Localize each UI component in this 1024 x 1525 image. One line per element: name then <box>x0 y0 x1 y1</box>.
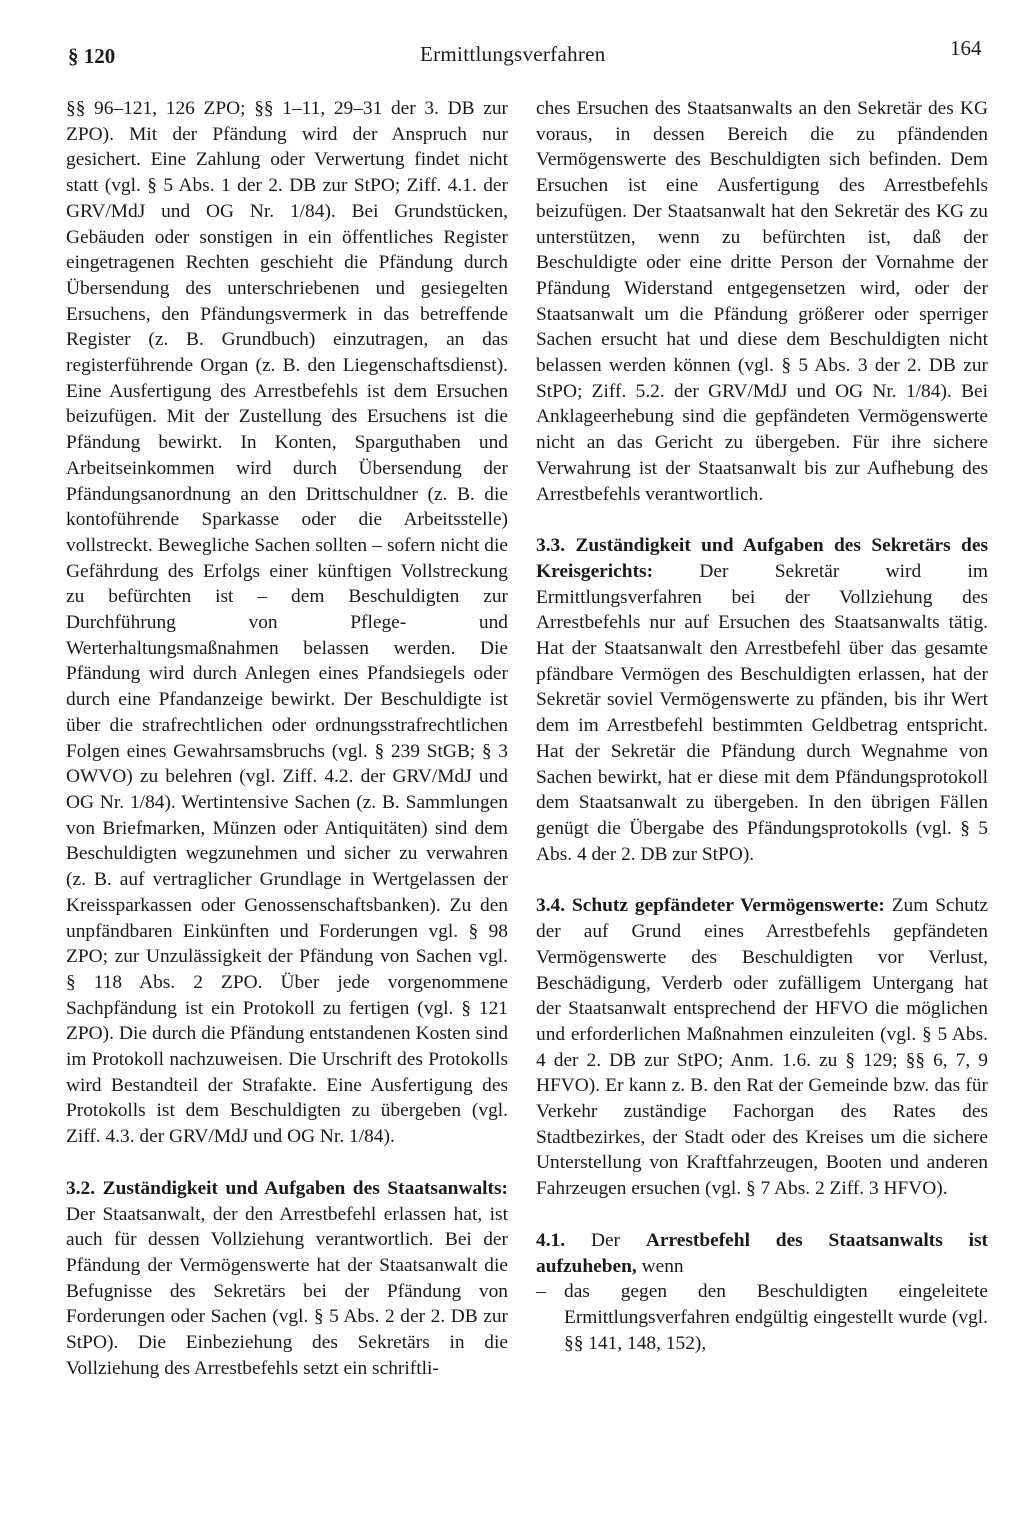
section-3-3 <box>536 533 988 867</box>
list-item <box>536 1279 988 1356</box>
right-column <box>536 96 988 1356</box>
section-4-1-word: Der <box>590 1229 621 1251</box>
running-title: Ermittlungsverfahren <box>420 42 606 66</box>
section-3-3-text: Der Sekretär wird im Ermittlungsverfahren bei der Vollziehung des Arrestbefehls nur auf Ersuchen des Staatsanwalts tätig. Hat der Staatsanwalt den Arrestbefehl über das gesamte pfändbare Vermögen des Beschuldigten erlassen, hat der Sekretär soviel Vermögenswerte zu pfänden, bis ihr Wert dem im Arrestbefehl bestimmten Geldbetrag entspricht. Hat der Sekretär die Pfändung durch Wegnahme von Sachen bewirkt, hat er diese mit dem Pfändungsprotokoll dem Staatsanwalt zu übergeben. In den übrigen Fällen genügt die Übergabe des Pfändungsprotokolls (vgl. § 5 Abs. 4 der 2. DB zur StPO). <box>536 560 988 865</box>
section-3-2-text: Der Staatsanwalt, der den Arrestbefehl erlassen hat, ist auch für dessen Vollziehung verantwortlich. Bei der Pfändung der Vermögenswerte hat der Staatsanwalt die Befugnisse des Sekretärs bei der Pfändung von Forderungen oder Sachen (vgl. § 5 Abs. 2 der 2. DB zur StPO). Die Einbeziehung des Sekretärs in die Vollziehung des Arrestbefehls setzt ein schriftli- <box>66 1203 508 1379</box>
page-number: 164 <box>950 36 982 60</box>
section-reference: § 120 <box>68 44 116 68</box>
section-3-2-heading: 3.2. Zuständigkeit und Aufgaben des Staatsanwalts: <box>66 1177 508 1199</box>
section-3-4-text: Zum Schutz der auf Grund eines Arrestbefehls gepfändeten Vermögenswerte des Beschuldigten vor Verlust, Beschädigung, Verderb oder zufälligem Untergang hat der Staatsanwalt entsprechend der HFVO die möglichen und erforderlichen Maßnahmen einzuleiten (vgl. § 5 Abs. 4 der 2. DB zur StPO; Anm. 1.6. zu § 129; §§ 6, 7, 9 HFVO). Er kann z. B. den Rat der Gemeinde bzw. das für Verkehr zuständige Fachorgan des Rates des Stadtbezirkes, der Stadt oder des Kreises um die sichere Unterstellung von Kraftfahrzeugen, Booten und anderen Fahrzeugen ersuchen (vgl. § 7 Abs. 2 Ziff. 3 HFVO). <box>536 895 988 1200</box>
dash-bullet: – <box>536 1281 546 1303</box>
section-4-1 <box>536 1228 988 1279</box>
list-item-text: das gegen den Beschuldigten eingeleitete Ermittlungsverfahren endgültig eingestellt wurde (vgl. §§ 141, 148, 152), <box>564 1281 988 1354</box>
page-header <box>0 34 1024 74</box>
section-4-1-number: 4.1. <box>536 1229 566 1251</box>
section-3-4-heading: 3.4. Schutz gepfändeter Vermögenswerte: <box>536 895 885 917</box>
paragraph-pfaendung: §§ 96–121, 126 ZPO; §§ 1–11, 29–31 der 3. DB zur ZPO). Mit der Pfändung wird der Anspruch nur gesichert. Eine Zahlung oder Verwertung findet nicht statt (vgl. § 5 Abs. 1 der 2. DB zur StPO; Ziff. 4.1. der GRV/MdJ und OG Nr. 1/84). Bei Grundstücken, Gebäuden oder sonstigen in ein öffentliches Register eingetragenen Rechten geschieht die Pfändung durch Übersendung des unterschriebenen und gesiegelten Ersuchens, den Pfändungsvermerk in das betreffende Register (z. B. Grundbuch) einzutragen, an das registerführende Organ (z. B. den Liegenschaftsdienst). Eine Ausfertigung des Arrestbefehls ist dem Ersuchen beizufügen. Mit der Zustellung des Ersuchens ist die Pfändung bewirkt. In Konten, Sparguthaben und Arbeitseinkommen wird durch Übersendung der Pfändungsanordnung an den Drittschuldner (z. B. die kontoführende Sparkasse oder die Arbeitsstelle) vollstreckt. Bewegliche Sachen sollten – sofern nicht die Gefährdung des Erfolgs einer künftigen Vollstreckung zu befürchten ist – dem Beschuldigten zur Durchführung von Pflege- und Werterhaltungsmaßnahmen belassen werden. Die Pfändung wird durch Anlegen eines Pfandsiegels oder durch eine Pfandanzeige bewirkt. Der Beschuldigte ist über die strafrechtlichen oder ordnungsstrafrechtlichen Folgen eines Gewahrsamsbruchs (vgl. § 239 StGB; § 3 OWVO) zu belehren (vgl. Ziff. 4.2. der GRV/MdJ und OG Nr. 1/84). Wertintensive Sachen (z. B. Sammlungen von Briefmarken, Münzen oder Antiquitäten) sind dem Beschuldigten wegzunehmen und sicher zu verwahren (z. B. auf vertraglicher Grundlage in Wertgelassen der Kreissparkassen oder Genossenschaftsbanken). Zu den unpfändbaren Einkünften und Forderungen vgl. § 98 ZPO; zur Unzulässigkeit der Pfändung von Sachen vgl. § 118 Abs. 2 ZPO. Über jede vorgenommene Sachpfändung ist ein Protokoll zu fertigen (vgl. § 121 ZPO). Die durch die Pfändung entstandenen Kosten sind im Protokoll nachzuweisen. Die Urschrift des Protokolls wird Bestandteil der Strafakte. Eine Ausfertigung des Protokolls ist dem Beschuldigten zu übergeben (vgl. Ziff. 4.3. der GRV/MdJ und OG Nr. 1/84). <box>66 98 508 1148</box>
section-3-3-heading: 3.3. Zuständigkeit und Aufgaben des Sekretärs des Kreisgerichts: <box>536 535 988 582</box>
section-3-4 <box>536 893 988 1201</box>
section-4-1-heading: Arrestbefehl des Staatsanwalts ist aufzuheben, <box>536 1229 988 1277</box>
paragraph-ersuchen: ches Ersuchen des Staatsanwalts an den Sekretär des KG voraus, in dessen Bereich die zu pfändenden Vermögenswerte des Beschuldigten sich befinden. Dem Ersuchen ist eine Ausfertigung des Arrestbefehls beizufügen. Der Staatsanwalt hat den Sekretär des KG zu unterstützen, wenn zu befürchten ist, daß der Beschuldigte oder eine dritte Person der Vornahme der Pfändung Widerstand entgegensetzen wird, oder der Staatsanwalt um die Pfändung größerer oder sperriger Sachen ersucht hat und diese dem Beschuldigten nicht belassen werden können (vgl. § 5 Abs. 3 der 2. DB zur StPO; Ziff. 5.2. der GRV/MdJ und OG Nr. 1/84). Bei Anklageerhebung sind die gepfändeten Vermögenswerte nicht an das Gericht zu übergeben. Für ihre sichere Verwahrung ist der Staatsanwalt bis zur Aufhebung des Arrestbefehls verantwortlich. <box>536 98 988 505</box>
section-3-2 <box>66 1176 508 1382</box>
left-column <box>66 96 508 1381</box>
section-4-1-tail: wenn <box>641 1255 684 1277</box>
